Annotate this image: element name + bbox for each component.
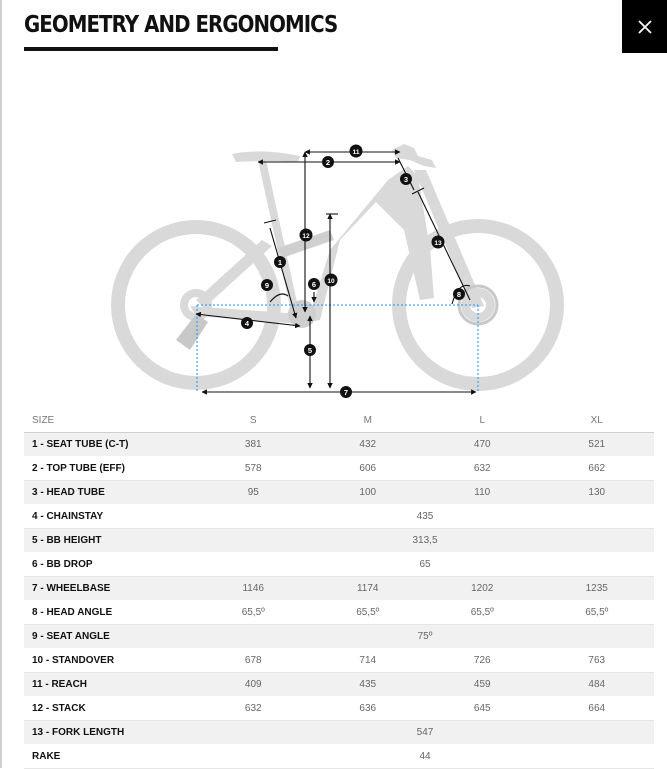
row-label: 10 - STANDOVER [24, 649, 196, 673]
svg-text:3: 3 [403, 175, 409, 184]
row-label: 13 - FORK LENGTH [24, 721, 196, 745]
marker-1 [274, 256, 286, 268]
svg-text:8: 8 [456, 290, 462, 299]
marker-8 [453, 288, 465, 300]
cell-value: 1202 [425, 577, 540, 601]
marker-13 [432, 236, 445, 249]
table-row [24, 529, 654, 553]
svg-text:10: 10 [327, 278, 335, 285]
svg-text:1: 1 [277, 258, 283, 267]
table-row [24, 697, 654, 721]
table-row [24, 601, 654, 625]
marker-9 [261, 279, 273, 291]
row-label: 5 - BB HEIGHT [24, 529, 196, 553]
cell-value: 521 [540, 433, 655, 457]
cell-value: 714 [311, 649, 426, 673]
cell-value: 65,5º [311, 601, 426, 625]
header-size-m: M [311, 408, 426, 433]
cell-value: 409 [196, 673, 311, 697]
marker-3 [400, 173, 412, 185]
header-size-s: S [196, 408, 311, 433]
marker-5 [304, 344, 316, 356]
cell-value: 100 [311, 481, 426, 505]
marker-12 [300, 229, 313, 242]
row-label: 11 - REACH [24, 673, 196, 697]
cell-common-value: 313,5 [196, 529, 654, 553]
geometry-diagram [0, 130, 667, 405]
table-row [24, 577, 654, 601]
cell-value: 435 [311, 673, 426, 697]
bike-silhouette [111, 144, 564, 391]
svg-text:12: 12 [302, 233, 310, 240]
cell-value: 65,5º [540, 601, 655, 625]
cell-value: 95 [196, 481, 311, 505]
cell-value: 578 [196, 457, 311, 481]
cell-value: 1146 [196, 577, 311, 601]
cell-value: 726 [425, 649, 540, 673]
svg-text:9: 9 [264, 281, 270, 290]
cell-value: 1235 [540, 577, 655, 601]
svg-text:6: 6 [311, 280, 317, 289]
cell-value: 381 [196, 433, 311, 457]
close-icon [637, 19, 653, 35]
table-row [24, 553, 654, 577]
row-label: RAKE [24, 745, 196, 769]
row-label: 6 - BB DROP [24, 553, 196, 577]
table-row [24, 673, 654, 697]
cell-value: 65,5º [196, 601, 311, 625]
table-row [24, 745, 654, 769]
cell-value: 662 [540, 457, 655, 481]
marker-6 [308, 278, 320, 290]
svg-text:5: 5 [307, 346, 313, 355]
page-title: GEOMETRY AND ERGONOMICS [24, 12, 338, 38]
marker-10 [325, 274, 338, 287]
marker-11 [350, 145, 363, 158]
cell-value: 632 [425, 457, 540, 481]
table-header-row [24, 408, 654, 433]
cell-value: 664 [540, 697, 655, 721]
cell-value: 432 [311, 433, 426, 457]
cell-value: 678 [196, 649, 311, 673]
table-row [24, 481, 654, 505]
row-label: 3 - HEAD TUBE [24, 481, 196, 505]
svg-text:13: 13 [434, 240, 442, 247]
cell-value: 110 [425, 481, 540, 505]
cell-value: 65,5º [425, 601, 540, 625]
header-size: SIZE [24, 408, 196, 433]
header-size-l: L [425, 408, 540, 433]
table-row [24, 649, 654, 673]
cell-common-value: 547 [196, 721, 654, 745]
row-label: 12 - STACK [24, 697, 196, 721]
header-size-xl: XL [540, 408, 655, 433]
marker-4 [241, 317, 253, 329]
cell-value: 763 [540, 649, 655, 673]
close-button[interactable] [622, 0, 667, 53]
svg-text:11: 11 [352, 149, 360, 156]
row-label: 4 - CHAINSTAY [24, 505, 196, 529]
cell-common-value: 65 [196, 553, 654, 577]
title-underline [24, 47, 278, 51]
svg-text:4: 4 [244, 319, 250, 328]
table-row [24, 433, 654, 457]
cell-value: 636 [311, 697, 426, 721]
cell-value: 606 [311, 457, 426, 481]
cell-value: 484 [540, 673, 655, 697]
table-row [24, 505, 654, 529]
cell-value: 470 [425, 433, 540, 457]
cell-common-value: 44 [196, 745, 654, 769]
cell-value: 130 [540, 481, 655, 505]
marker-2 [322, 156, 334, 168]
table-row [24, 457, 654, 481]
svg-text:7: 7 [343, 388, 349, 397]
geometry-table [24, 408, 654, 769]
row-label: 2 - TOP TUBE (EFF) [24, 457, 196, 481]
cell-value: 459 [425, 673, 540, 697]
svg-text:2: 2 [325, 158, 331, 167]
cell-value: 632 [196, 697, 311, 721]
row-label: 8 - HEAD ANGLE [24, 601, 196, 625]
handlebar [392, 144, 436, 168]
cell-common-value: 75º [196, 625, 654, 649]
marker-7 [340, 386, 352, 398]
table-row [24, 721, 654, 745]
rear-wheel [111, 220, 281, 390]
row-label: 1 - SEAT TUBE (C-T) [24, 433, 196, 457]
cell-common-value: 435 [196, 505, 654, 529]
table-row [24, 625, 654, 649]
row-label: 7 - WHEELBASE [24, 577, 196, 601]
cell-value: 645 [425, 697, 540, 721]
cell-value: 1174 [311, 577, 426, 601]
row-label: 9 - SEAT ANGLE [24, 625, 196, 649]
